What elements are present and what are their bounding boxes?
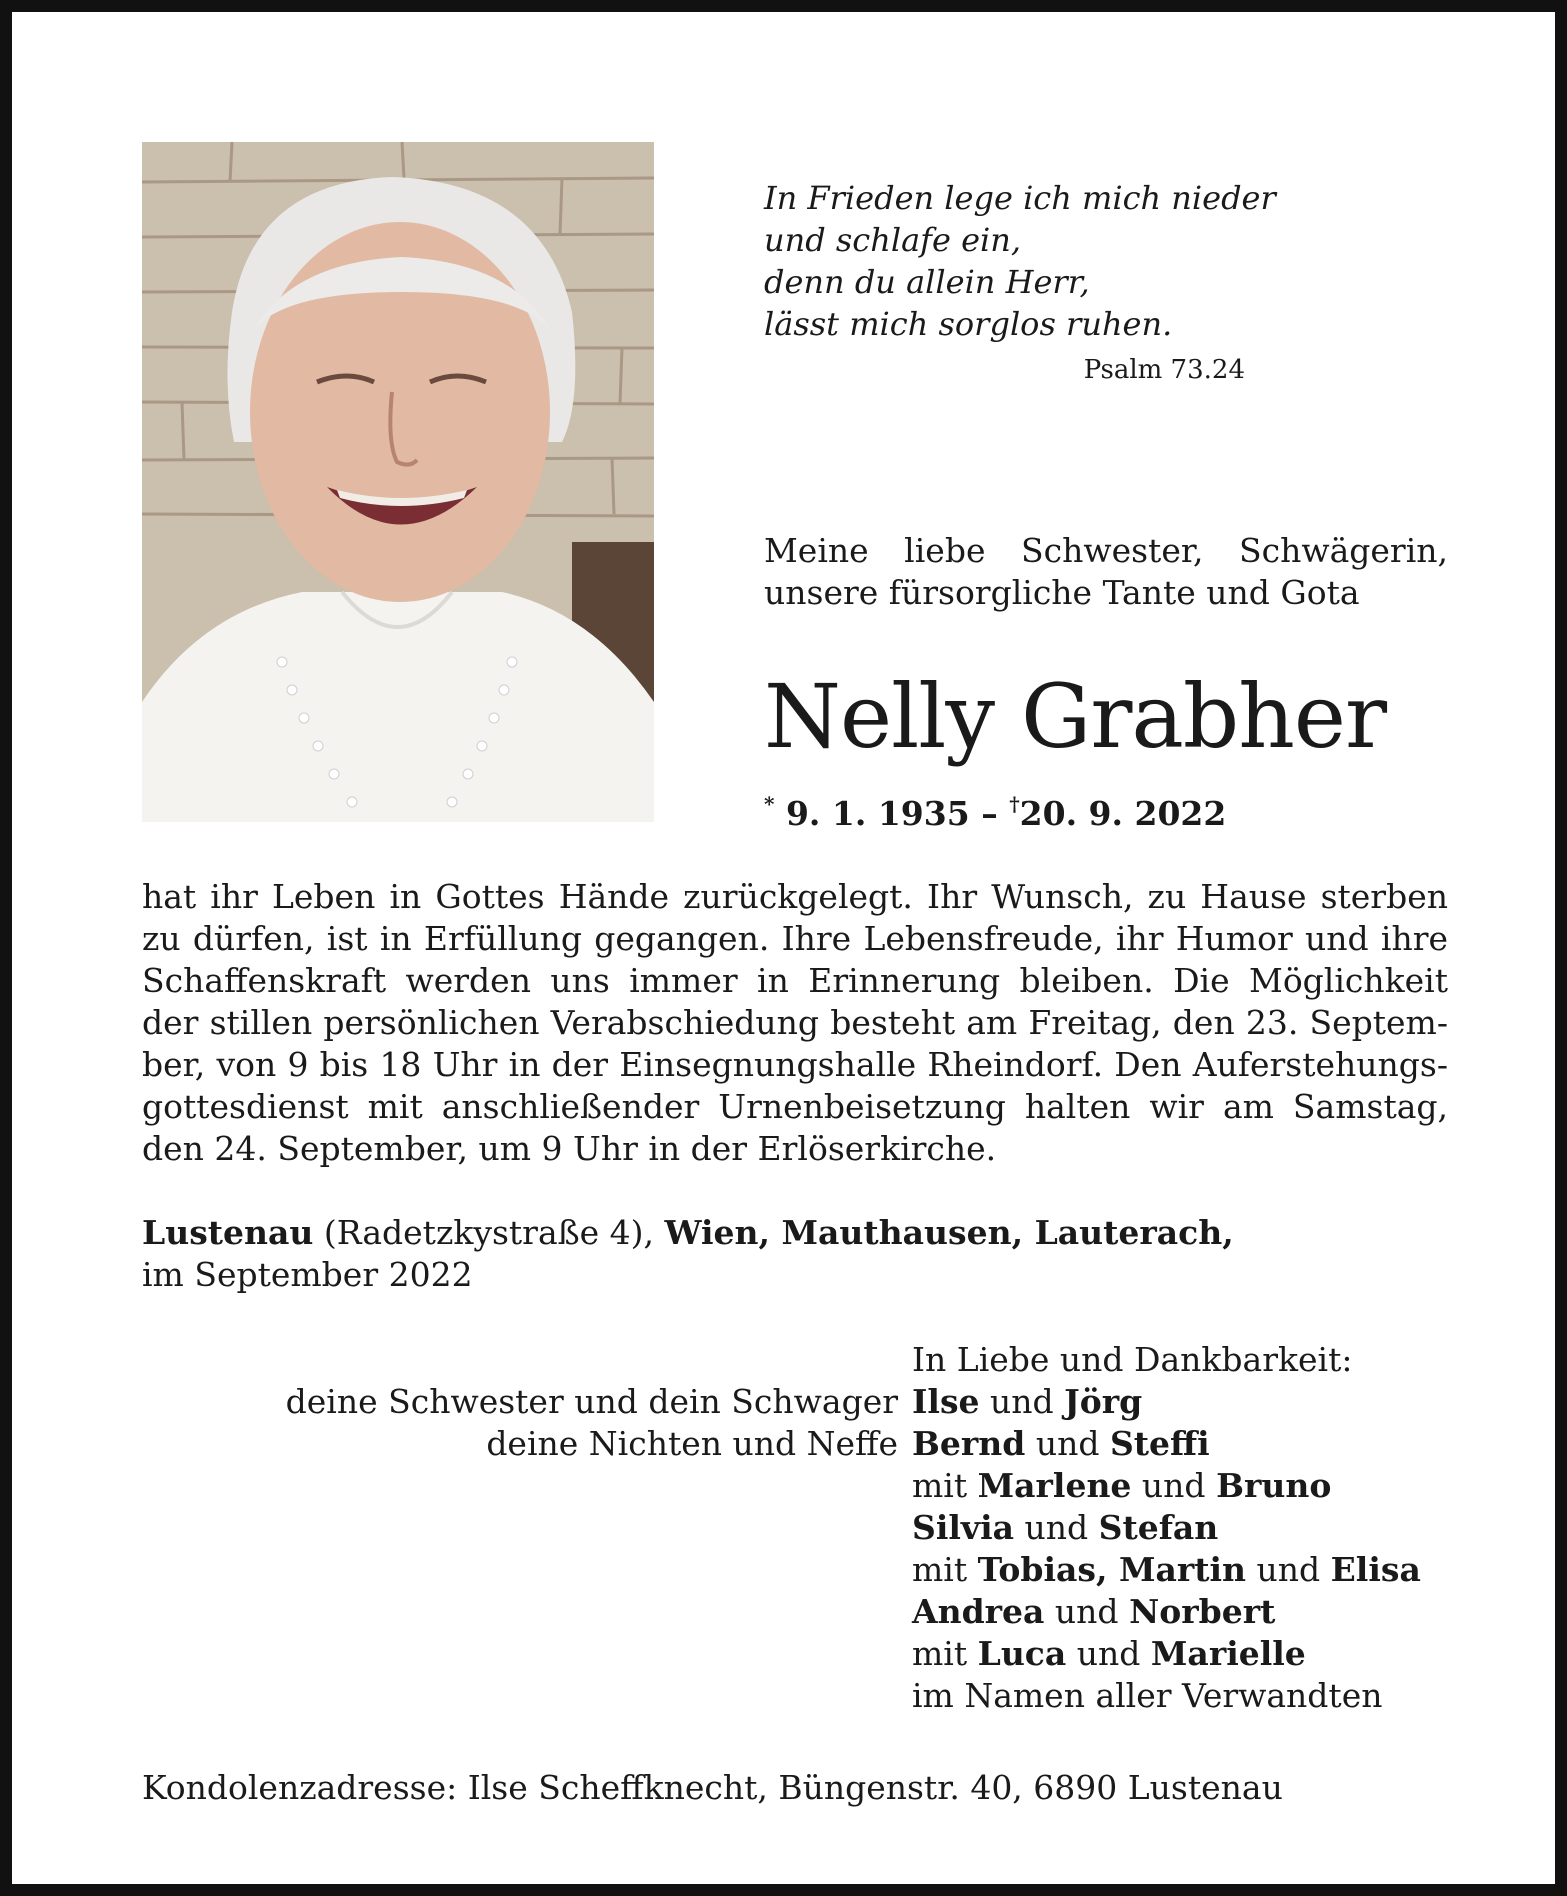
place-date: im September 2022 [142,1255,473,1294]
birth-symbol: * [764,792,775,816]
signoff-closing-row [142,1675,1448,1717]
family-name: Bruno [1216,1466,1332,1505]
signoff-heading: In Liebe und Dankbarkeit: [912,1340,1353,1379]
life-dates [764,792,1226,833]
family-name: Norbert [1129,1592,1276,1631]
family-name: Bernd [912,1424,1026,1463]
signoff-row: deine Schwester und dein Schwager Ilse und Jörg [142,1381,1448,1423]
signoff-row: Andrea und Norbert [912,1592,1276,1631]
psalm-verse [764,177,1324,345]
place-address: (Radetzkystraße 4), [313,1213,665,1252]
verse-line: denn du allein Herr, [764,263,1090,301]
family-name: Marlene [977,1466,1132,1505]
family-name: Tobias, Martin [977,1550,1247,1589]
body-line: den 24. September, um 9 Uhr in der Erlöserkirche. [142,1129,997,1168]
body-line: gottesdienst mit anschließender Urnenbeisetzung halten wir am Samstag, [142,1087,1448,1126]
family-name: Steffi [1109,1424,1210,1463]
signoff-heading-row [142,1339,1448,1381]
date-separator: – [969,794,1010,833]
verse-line: lässt mich sorglos ruhen. [764,305,1173,343]
intro-line-1: Meine liebe Schwester, Schwägerin, [764,531,1448,570]
obituary-body [142,876,1448,1170]
family-name: Marielle [1150,1634,1306,1673]
family-name: Luca [977,1634,1067,1673]
death-date: 20. 9. 2022 [1019,794,1227,833]
signoff-row: Silvia und Stefan [912,1508,1219,1547]
relation-label: deine Nichten und Neffe [486,1424,898,1463]
birth-date: 9. 1. 1935 [785,794,970,833]
body-line: Schaffenskraft werden uns immer in Erinnerung bleiben. Die Möglichkeit [142,961,1448,1000]
family-name: Stefan [1098,1508,1219,1547]
place-and-date [142,1212,1448,1296]
body-line: ber, von 9 bis 18 Uhr in der Einsegnungshalle Rheindorf. Den Auferstehungs- [142,1045,1448,1084]
family-name: Ilse [912,1382,980,1421]
family-name: Silvia [912,1508,1014,1547]
deceased-name: Nelly Grabher [764,665,1387,768]
place-line [142,1212,1448,1254]
signoff-row: mit Tobias, Martin und Elisa [912,1550,1421,1589]
family-signoff [142,1339,1448,1717]
death-symbol: † [1009,792,1020,816]
relation-label: deine Schwester und dein Schwager [285,1382,898,1421]
body-line: zu dürfen, ist in Erfüllung gegangen. Ihre Lebensfreude, ihr Humor und ihre [142,919,1448,958]
portrait-photo [142,142,654,822]
signoff-row: mit Marlene und Bruno [912,1466,1332,1505]
signoff-row: deine Nichten und Neffe Bernd und Steffi [142,1423,1448,1465]
verse-source: Psalm 73.24 [1083,355,1245,385]
family-name: Elisa [1330,1550,1421,1589]
place-town: Lustenau [142,1213,314,1252]
intro-line-2: unsere fürsorgliche Tante und Gota [764,573,1360,612]
signoff-closing: im Namen aller Verwandten [912,1676,1383,1715]
family-name: Jörg [1064,1382,1143,1421]
place-others: Wien, Mauthausen, Lauterach, [664,1213,1234,1252]
intro-text [764,530,1448,614]
body-line: der stillen persönlichen Verabschiedung besteht am Freitag, den 23. Septem- [142,1003,1448,1042]
family-name: Andrea [912,1592,1045,1631]
verse-line: In Frieden lege ich mich nieder [764,179,1276,217]
verse-line: und schlafe ein, [764,221,1022,259]
condolence-address: Kondolenzadresse: Ilse Scheffknecht, Büngenstr. 40, 6890 Lustenau [142,1768,1283,1807]
body-line: hat ihr Leben in Gottes Hände zurückgelegt. Ihr Wunsch, zu Hause sterben [142,877,1448,916]
signoff-row: mit Luca und Marielle [912,1634,1306,1673]
